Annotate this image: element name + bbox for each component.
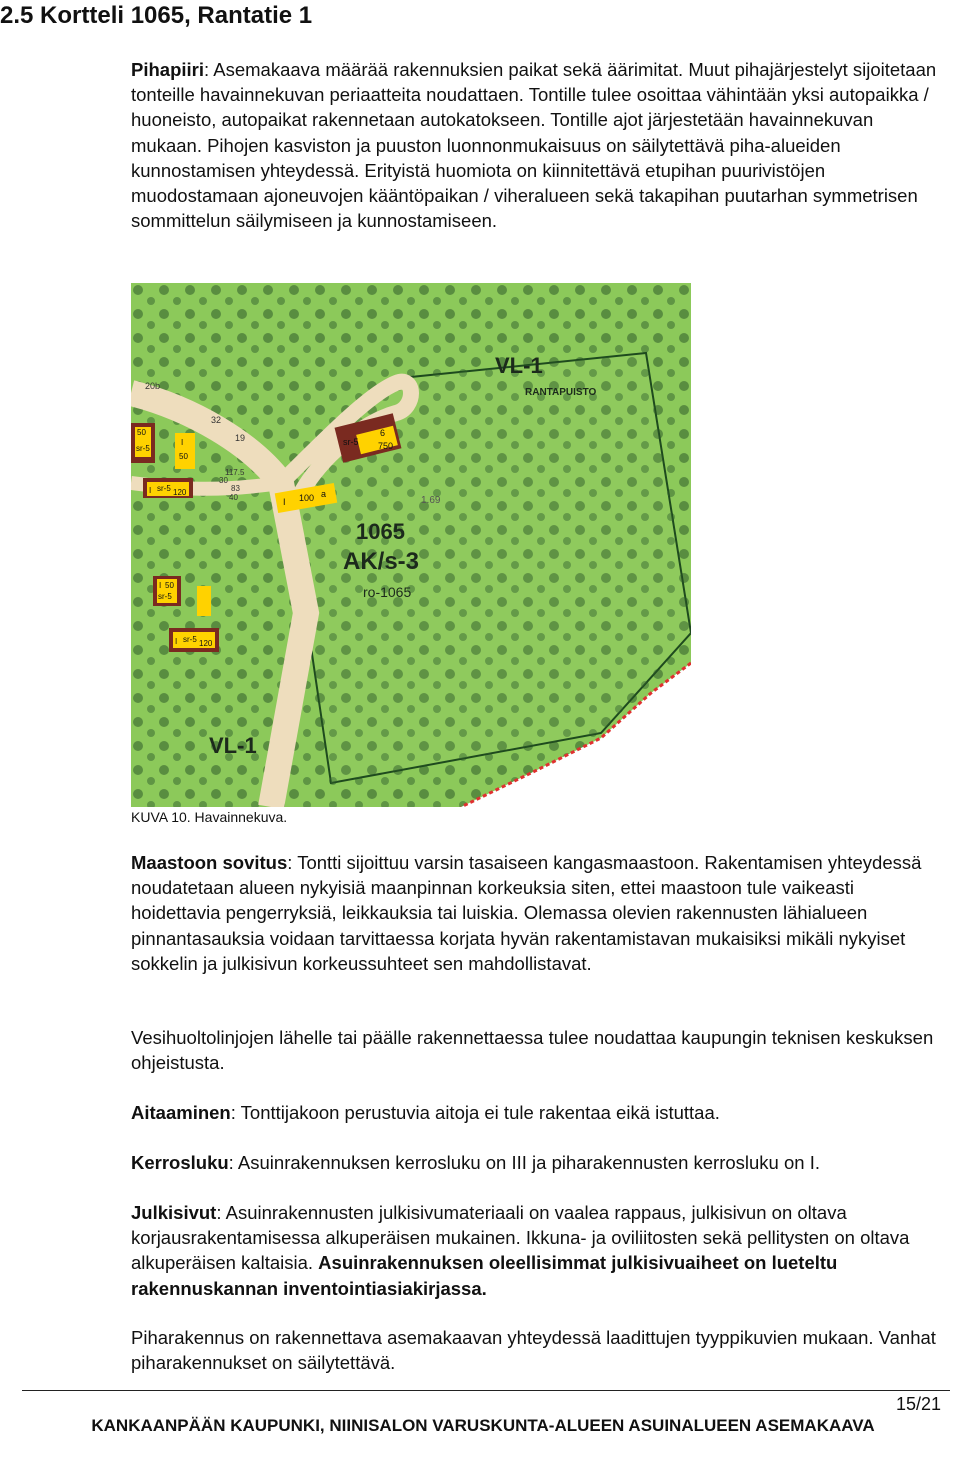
- label-num-32: 32: [211, 415, 222, 425]
- label-left-h: I: [159, 581, 162, 590]
- paragraph-kerrosluku: [131, 1150, 946, 1175]
- zone-label-bottom: VL-1: [209, 733, 257, 758]
- zone-label-top: VL-1: [495, 353, 543, 378]
- site-plan-figure: [131, 283, 691, 807]
- label-b2-n: I: [283, 497, 286, 507]
- paragraph-julkisivut: [131, 1200, 946, 1301]
- paragraph-text: : Asuinrakennuksen kerrosluku on III ja piharakennusten kerrosluku on I.: [228, 1152, 820, 1173]
- figure-caption: KUVA 10. Havainnekuva.: [131, 809, 288, 825]
- paragraph-maastoon-sovitus: [131, 850, 946, 976]
- label-elev: 1.69: [421, 495, 441, 506]
- label-left-m: 120: [199, 639, 213, 648]
- paragraph-label: Aitaaminen: [131, 1102, 231, 1123]
- label-num-40: 40: [229, 493, 238, 502]
- label-num-20b: 20b: [145, 381, 161, 391]
- house-left-2: [175, 433, 195, 469]
- label-left-k: I: [175, 637, 178, 646]
- paragraph-text: : Tontti sijoittuu varsin tasaiseen kangasmaastoon. Rakentamisen yhteydessä noudatetaan alueen nykyisiä maanpinnan korkeuksia siten, ettei maastoon tule vaikeasti hoidettavia pengerryksiä, leikkauksia tai luiskia. Olemassa olevien rakennusten lähialueen pinnantasauksia voidaan tarvittaessa korjata hyvän rakentamistavan mukaisiksi mikäli nykyiset sokkelin ja julkisivun korkeussuhteet sen mahdollistavat.: [131, 852, 922, 974]
- label-b1-area: 750: [378, 441, 394, 451]
- block-code: AK/s-3: [343, 548, 420, 575]
- paragraph-emphasis: Asuinrakennuksen oleellisimmat julkisivuaiheet on lueteltu rakennuskannan inventointiasiakirjassa.: [131, 1252, 838, 1299]
- block-number: 1065: [356, 519, 405, 544]
- document-footer: KANKAANPÄÄN KAUPUNKI, NIINISALON VARUSKUNTA-ALUEEN ASUINALUEEN ASEMAKAAVA: [91, 1416, 875, 1435]
- paragraph-label: Julkisivut: [131, 1202, 217, 1223]
- page-number: 15/21: [896, 1394, 942, 1414]
- house-left-5: [197, 586, 211, 616]
- label-num-83: 83: [231, 484, 240, 493]
- paragraph-text: : Asuinrakennusten julkisivumateriaali on vaalea rappaus, julkisivun on oltava korjausrakentamisessa alkuperäisen mukainen. Ikkuna- ja oviliitosten sekä pellitysten on oltava alkuperäisen kaltaisia.: [131, 1202, 910, 1274]
- label-left-a: 50: [137, 428, 146, 437]
- footer-divider: [22, 1390, 950, 1391]
- label-left-i: 50: [165, 581, 174, 590]
- zone-name-top: RANTAPUISTO: [525, 387, 597, 398]
- label-left-c: I: [181, 438, 184, 447]
- paragraph-aitaaminen: [131, 1100, 946, 1125]
- label-left-g: 120: [173, 488, 187, 497]
- paragraph-label: Kerrosluku: [131, 1152, 229, 1173]
- label-left-d: 50: [179, 452, 188, 461]
- paragraph-label: Maastoon sovitus: [131, 852, 288, 873]
- label-b1-n: 6: [380, 428, 386, 438]
- label-b1-code: sr-5: [343, 437, 359, 447]
- paragraph-text: : Asemakaava määrää rakennuksien paikat sekä äärimitat. Muut pihajärjestelyt sijoitetaan tonteille havainnekuvan periaatteita noudattaen. Tontille tulee osoittaa vähintään yksi autopaikka / huoneisto, autopaikat rakennetaan autokatokseen. Tontille ajot järjestetään havainnekuvan mukaan. Pihojen kasviston ja puuston luonnonmukaisuus on säilytettävä piha-alueiden kunnostamisen yhteydessä. Erityistä huomiota on kiinnitettävä etupihan puurivistöjen muodostamaan ajoneuvojen kääntöpaikan / viheralueen sekä takapihan puutarhan symmetrisen sommittelun säilymiseen ja kunnostamiseen.: [131, 59, 937, 232]
- label-b2-f: a: [321, 489, 327, 499]
- label-left-e: I: [149, 486, 152, 495]
- paragraph-text: : Tonttijakoon perustuvia aitoja ei tule rakentaa eikä istuttaa.: [230, 1102, 720, 1123]
- paragraph-label: Pihapiiri: [131, 59, 204, 80]
- label-left-b: sr-5: [136, 444, 150, 453]
- paragraph-pihapiiri: [131, 57, 946, 233]
- paragraph-piharakennus: Piharakennus on rakennettava asemakaavan yhteydessä laadittujen tyyppikuvien mukaan. Vanhat piharakennukset on säilytettävä.: [131, 1327, 936, 1374]
- label-num-19: 19: [235, 433, 246, 443]
- label-left-j: sr-5: [158, 592, 172, 601]
- paragraph-vesihuolto: Vesihuoltolinjojen lähelle tai päälle rakennettaessa tulee noudattaa kaupungin teknisen keskuksen ohjeistusta.: [131, 1027, 934, 1074]
- block-sub: ro-1065: [363, 584, 412, 600]
- label-num-30: 30: [219, 476, 228, 485]
- label-left-l: sr-5: [183, 635, 197, 644]
- label-left-f: sr-5: [157, 484, 171, 493]
- label-num-117: 117.5: [225, 468, 245, 477]
- label-b2-area: 100: [299, 493, 315, 503]
- section-heading: 2.5 Kortteli 1065, Rantatie 1: [0, 2, 313, 29]
- site-plan-map: [131, 283, 691, 807]
